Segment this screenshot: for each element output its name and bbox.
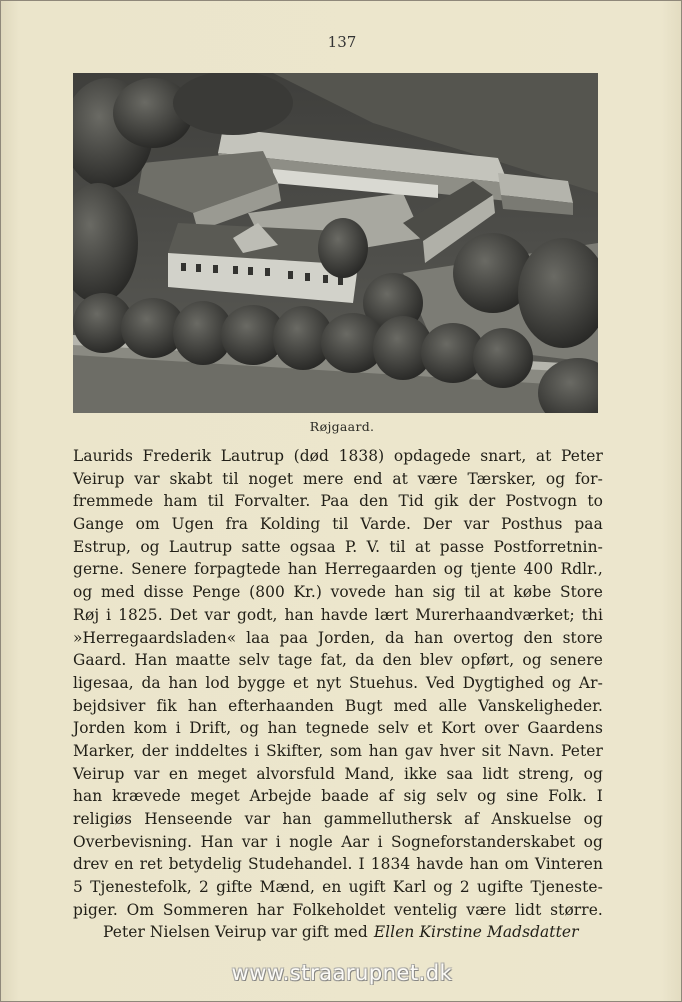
text-line: Veirup var skabt til noget mere end at være Tærsker, og for-	[73, 469, 603, 488]
text-line: religiøs Henseende var han gammelluthersk af Anskuelse og	[73, 810, 603, 828]
text-line: Jorden kom i Drift, og han tegnede selv et Kort over Gaardens	[73, 719, 603, 738]
text-line: og med disse Penge (800 Kr.) vovede han sig til at købe Store	[73, 583, 603, 602]
text-line: Marker, der inddeltes i Skifter, som han gav hver sit Navn. Peter	[73, 741, 603, 760]
site-watermark: www.straarupnet.dk	[231, 961, 453, 985]
text-line: Gange om Ugen fra Kolding til Varde. Der var Posthus paa	[73, 515, 603, 534]
text-line: piger. Om Sommeren har Folkeholdet ventelig være lidt større.	[73, 900, 603, 919]
text-line: 5 Tjenestefolk, 2 gifte Mænd, en ugift Karl og 2 ugifte Tjeneste-	[73, 878, 603, 897]
photo-caption: Røjgaard.	[309, 419, 375, 434]
text-line: bejdsiver fik han efterhaanden Bugt med alle Vanskeligheder.	[73, 696, 603, 715]
farm-photo-drawing	[73, 73, 598, 413]
text-line: Laurids Frederik Lautrup (død 1838) opdagede snart, at Peter	[73, 447, 603, 465]
farm-aerial-photo	[73, 73, 598, 413]
text-line: Veirup var en meget alvorsfuld Mand, ikke saa lidt streng, og	[73, 764, 603, 783]
text-line: Røj i 1825. Det var godt, han havde lært Murerhaandværket; thi	[73, 605, 603, 624]
text-line-italic: Ellen Kirstine Madsdatter	[373, 923, 579, 942]
text-line	[73, 921, 603, 944]
text-line: drev en ret betydelig Studehandel. I 1834 havde han om Vinteren	[73, 855, 603, 874]
text-line: Estrup, og Lautrup satte ogsaa P. V. til at passe Postforretnin-	[73, 537, 603, 556]
text-line: ligesaa, da han lod bygge et nyt Stuehus. Ved Dygtighed og Ar-	[73, 673, 603, 692]
text-line: han krævede meget Arbejde baade af sig selv og sine Folk. I	[73, 787, 603, 806]
text-line: Overbevisning. Han var i nogle Aar i Sogneforstanderskabet og	[73, 832, 603, 851]
text-line: fremmede ham til Forvalter. Paa den Tid gik der Postvogn to	[73, 492, 603, 511]
text-line: gerne. Senere forpagtede han Herregaarden og tjente 400 Rdlr.,	[73, 560, 603, 579]
body-text	[73, 445, 603, 944]
text-line: Gaard. Han maatte selv tage fat, da den blev opført, og senere	[73, 651, 603, 670]
text-line: »Herregaardsladen« laa paa Jorden, da han overtog den store	[73, 628, 603, 647]
text-line-content: Peter Nielsen Veirup var gift med	[103, 923, 368, 942]
page-number: 137	[327, 33, 357, 51]
